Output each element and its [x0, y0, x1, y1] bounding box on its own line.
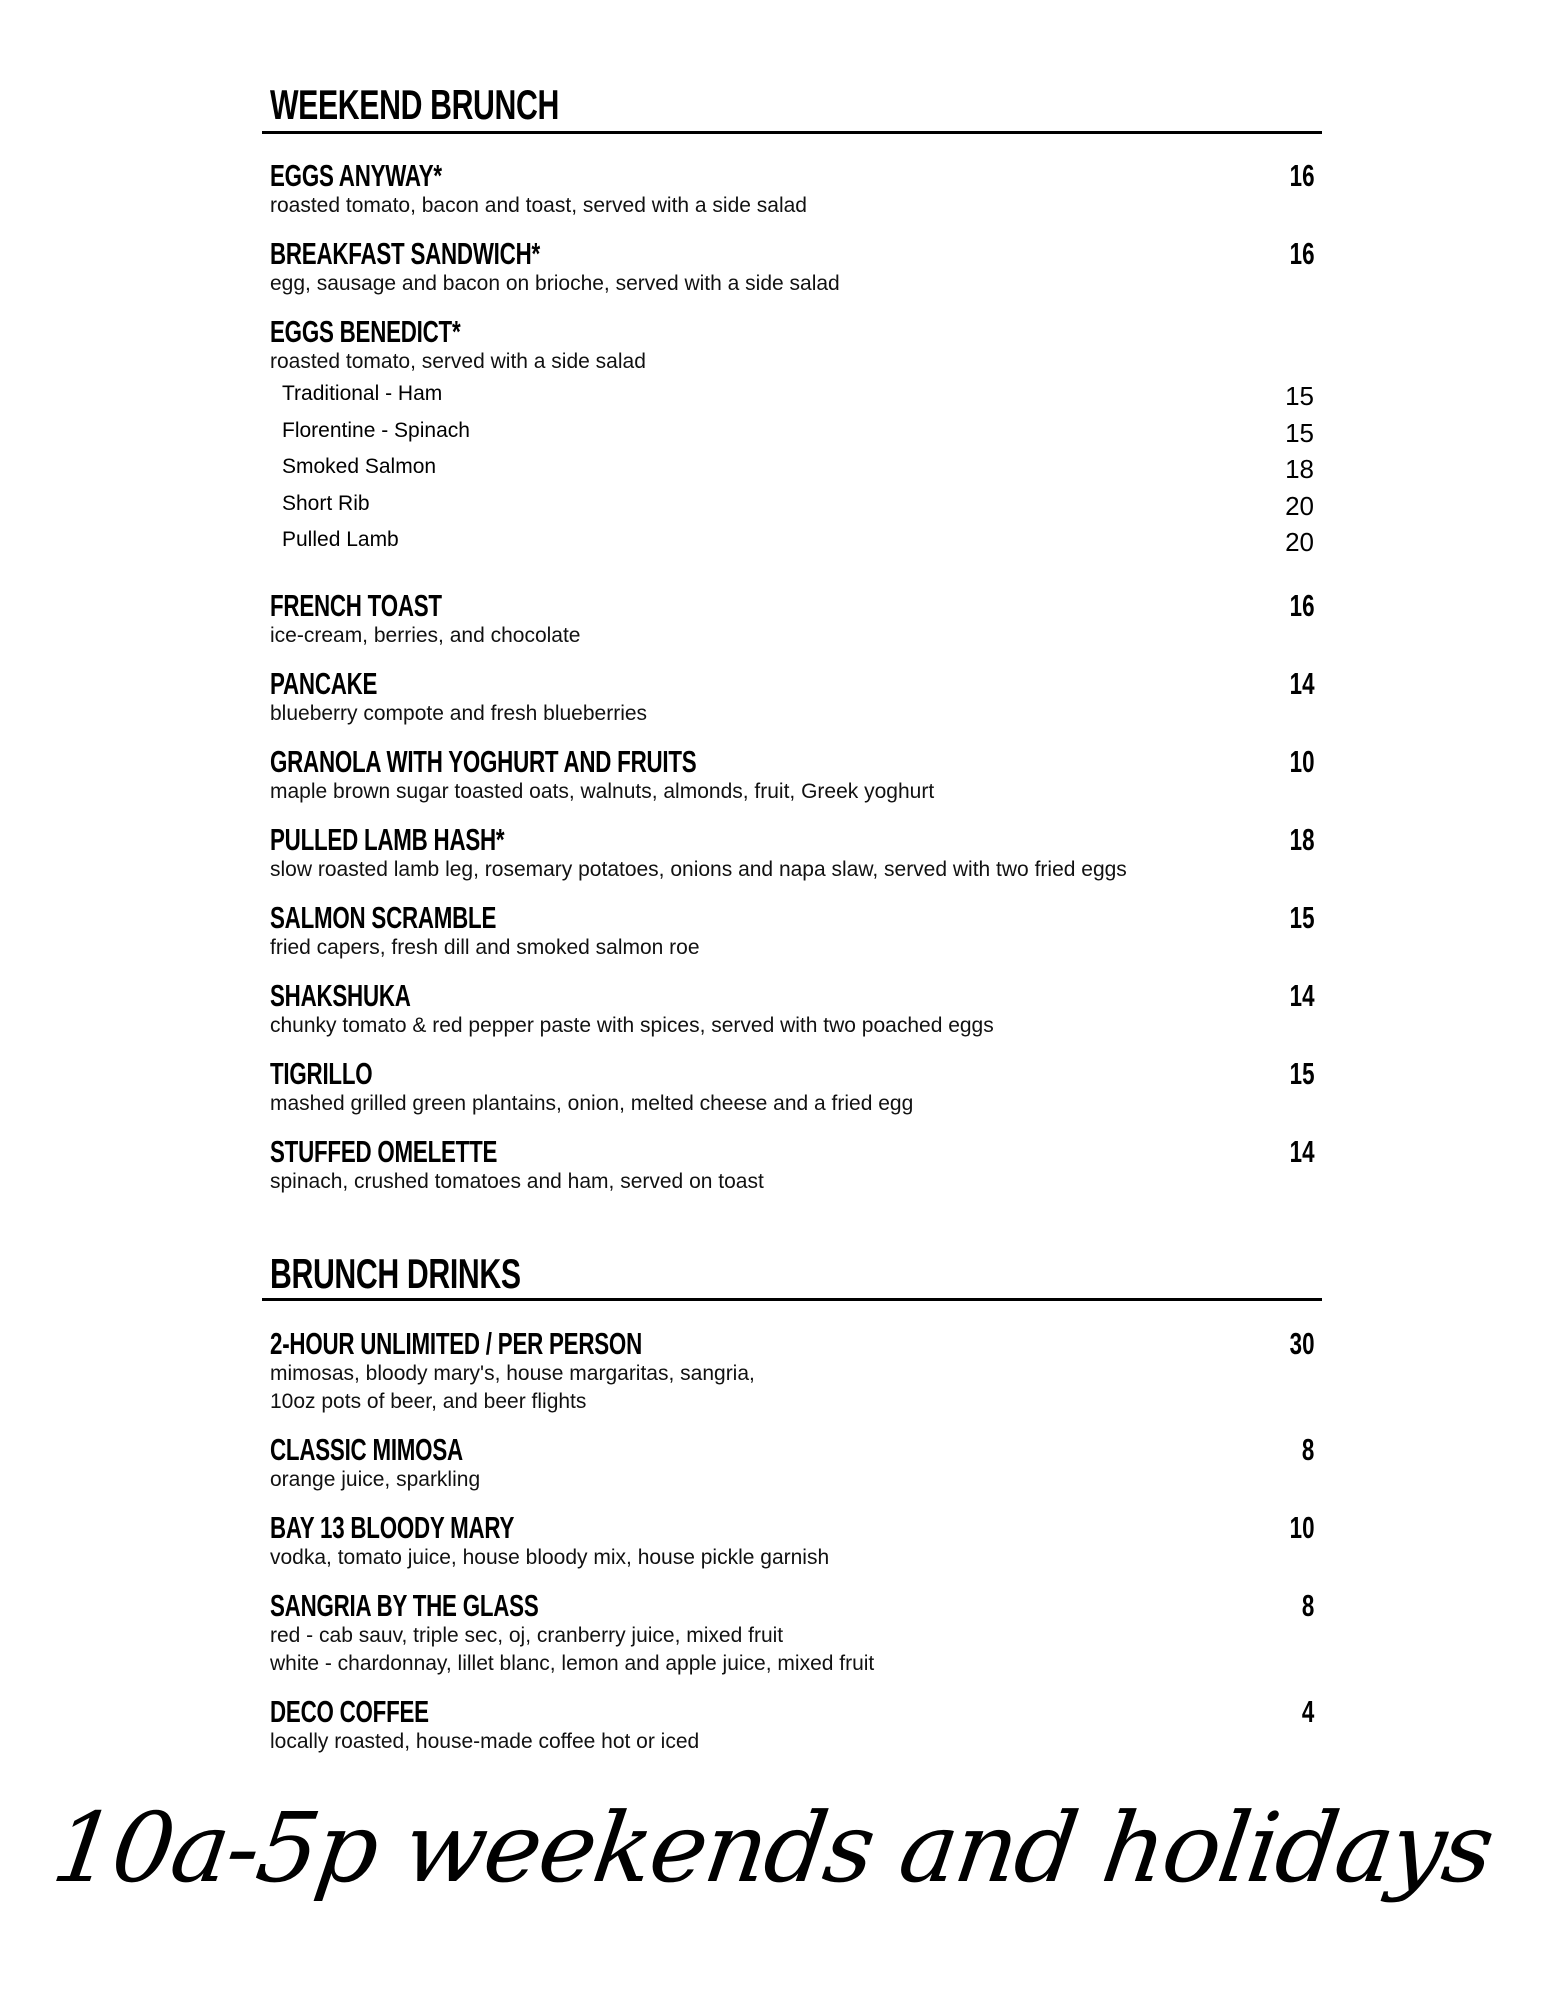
item-name: GRANOLA WITH YOGHURT AND FRUITS	[270, 744, 697, 779]
benedict-option	[282, 380, 1322, 417]
item-name: TIGRILLO	[270, 1056, 373, 1091]
item-price: 15	[1289, 1056, 1314, 1091]
item-name: BAY 13 BLOODY MARY	[270, 1510, 515, 1545]
option-label: Smoked Salmon	[282, 455, 437, 478]
item-price: 10	[1289, 744, 1314, 779]
item-description: egg, sausage and bacon on brioche, served with a side salad	[270, 272, 840, 295]
item-description: spinach, crushed tomatoes and ham, served on toast	[270, 1170, 764, 1193]
menu-item-stuffed-omelette	[270, 1136, 1322, 1196]
menu-item-sangria	[270, 1590, 1322, 1678]
menu-item-bloody-mary	[270, 1512, 1322, 1572]
menu-item-tigrillo	[270, 1058, 1322, 1118]
menu-item-breakfast-sandwich	[270, 238, 1322, 298]
menu-item-classic-mimosa	[270, 1434, 1322, 1494]
menu-item-french-toast	[270, 590, 1322, 650]
item-name: SALMON SCRAMBLE	[270, 900, 497, 935]
item-name: SHAKSHUKA	[270, 978, 411, 1013]
menu-item-pancake	[270, 668, 1322, 728]
menu-item-granola	[270, 746, 1322, 806]
item-price: 14	[1289, 666, 1314, 701]
item-name: DECO COFFEE	[270, 1694, 429, 1729]
item-price: 10	[1289, 1510, 1314, 1545]
item-name: FRENCH TOAST	[270, 588, 442, 623]
item-description: mimosas, bloody mary's, house margaritas, sangria,	[270, 1362, 755, 1385]
option-label: Short Rib	[282, 491, 370, 515]
item-description-line-2: 10oz pots of beer, and beer flights	[270, 1390, 587, 1413]
option-price: 20	[1285, 490, 1314, 521]
item-description-line-2: white - chardonnay, lillet blanc, lemon and apple juice, mixed fruit	[270, 1652, 875, 1675]
item-name: BREAKFAST SANDWICH*	[270, 236, 540, 271]
item-price: 16	[1289, 588, 1314, 623]
item-price: 4	[1301, 1694, 1314, 1729]
section-title-brunch-drinks: BRUNCH DRINKS	[270, 1250, 521, 1297]
item-price: 18	[1289, 822, 1314, 857]
benedict-option	[282, 526, 1322, 563]
section-title-weekend-brunch: WEEKEND BRUNCH	[270, 81, 559, 128]
item-name: 2-HOUR UNLIMITED / PER PERSON	[270, 1326, 642, 1361]
item-description: ice-cream, berries, and chocolate	[270, 624, 581, 647]
item-description: fried capers, fresh dill and smoked salmon roe	[270, 936, 700, 959]
item-price: 15	[1289, 900, 1314, 935]
section-divider	[262, 1298, 1322, 1301]
item-description: red - cab sauv, triple sec, oj, cranberry juice, mixed fruit	[270, 1624, 784, 1647]
benedict-option	[282, 453, 1322, 490]
item-description: vodka, tomato juice, house bloody mix, house pickle garnish	[270, 1546, 830, 1569]
item-name: PANCAKE	[270, 666, 378, 701]
item-description: roasted tomato, served with a side salad	[270, 350, 646, 373]
item-price: 14	[1289, 1134, 1314, 1169]
item-name: EGGS ANYWAY*	[270, 158, 442, 193]
item-name: SANGRIA BY THE GLASS	[270, 1588, 539, 1623]
item-description: chunky tomato & red pepper paste with spices, served with two poached eggs	[270, 1014, 994, 1037]
option-price: 20	[1285, 527, 1314, 557]
benedict-option	[282, 490, 1322, 527]
menu-item-deco-coffee	[270, 1696, 1322, 1756]
benedict-options	[282, 380, 1322, 563]
benedict-option	[282, 417, 1322, 454]
option-price: 18	[1285, 454, 1314, 484]
item-description: orange juice, sparkling	[270, 1468, 481, 1491]
item-price: 8	[1301, 1432, 1314, 1467]
item-description: locally roasted, house-made coffee hot or iced	[270, 1730, 700, 1753]
item-price: 8	[1301, 1588, 1314, 1623]
item-name: CLASSIC MIMOSA	[270, 1432, 463, 1467]
option-label: Florentine - Spinach	[282, 418, 470, 442]
item-price: 16	[1289, 236, 1314, 271]
item-price: 16	[1289, 158, 1314, 193]
menu-item-pulled-lamb-hash	[270, 824, 1322, 884]
item-name: PULLED LAMB HASH*	[270, 822, 505, 857]
menu-item-shakshuka	[270, 980, 1322, 1040]
option-price: 15	[1285, 417, 1314, 448]
menu-item-unlimited-drinks	[270, 1328, 1322, 1416]
option-label: Pulled Lamb	[282, 528, 399, 551]
section-divider	[262, 131, 1322, 134]
item-description: blueberry compote and fresh blueberries	[270, 702, 648, 725]
option-label: Traditional - Ham	[282, 382, 443, 405]
item-description: slow roasted lamb leg, rosemary potatoes, onions and napa slaw, served with two fried eggs	[270, 858, 1127, 881]
option-price: 15	[1285, 381, 1314, 411]
item-description: mashed grilled green plantains, onion, melted cheese and a fried egg	[270, 1092, 914, 1115]
item-name: STUFFED OMELETTE	[270, 1134, 498, 1169]
hours-footer: 10a-5p weekends and holidays	[46, 1792, 1499, 1904]
item-price: 14	[1289, 978, 1314, 1013]
menu-item-salmon-scramble	[270, 902, 1322, 962]
item-description: maple brown sugar toasted oats, walnuts, almonds, fruit, Greek yoghurt	[270, 780, 935, 803]
menu-item-eggs-benedict	[270, 316, 1322, 376]
item-price: 30	[1289, 1326, 1314, 1361]
item-name: EGGS BENEDICT*	[270, 314, 461, 349]
menu-item-eggs-anyway	[270, 160, 1322, 220]
item-description: roasted tomato, bacon and toast, served with a side salad	[270, 194, 807, 217]
